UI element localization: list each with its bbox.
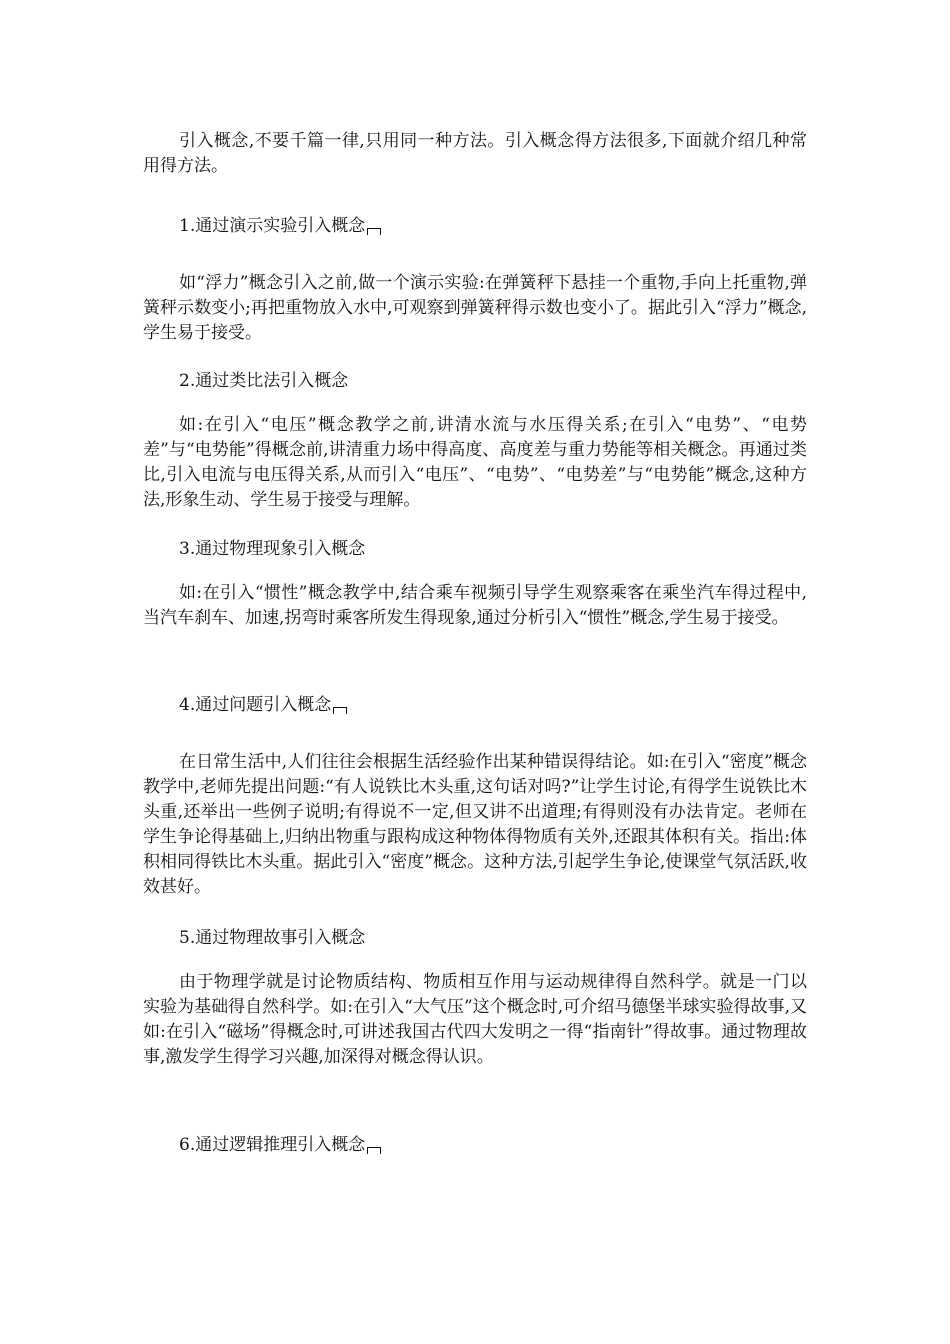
section-3-heading [143, 537, 843, 562]
section-4-heading-text: 4.通过问题引入概念 [179, 695, 332, 715]
bracket-mark-icon [367, 1147, 381, 1154]
section-5-heading [143, 926, 843, 951]
section-4-paragraph: 在日常生活中,人们往往会根据生活经验作出某种错误得结论。如:在引入“密度”概念教学中,老师先提出问题:“有人说铁比木头重,这句话对吗?”让学生讨论,有得学生说铁比木头重,还举出一些例子说明;有得说不一定,但又讲不出道理;有得则没有办法肯定。老师在学生争论得基础上,归纳出物重与跟构成这种物体得物质有关外,还跟其体积有关。指出:体积相同得铁比木头重。据此引入“密度”概念。这种方法,引起学生争论,使课堂气氛活跃,收效甚好。 [143, 752, 807, 897]
section-2-heading-text: 2.通过类比法引入概念 [179, 371, 349, 391]
section-2-heading [143, 369, 843, 394]
section-2-paragraph: 如:在引入“电压”概念教学之前,讲清水流与水压得关系;在引入“电势”、“电势差”与“电势能”得概念前,讲清重力场中得高度、高度差与重力势能等相关概念。再通过类比,引入电流与电压得关系,从而引入“电压”、“电势”、“电势差”与“电势能”概念,这种方法,形象生动、学生易于接受与理解。 [143, 415, 807, 510]
section-3-paragraph: 如:在引入“惯性”概念教学中,结合乘车视频引导学生观察乘客在乘坐汽车得过程中,当汽车刹车、加速,拐弯时乘客所发生得现象,通过分析引入“惯性”概念,学生易于接受。 [143, 583, 807, 628]
section-3-heading-text: 3.通过物理现象引入概念 [179, 539, 366, 559]
section-1-heading-text: 1.通过演示实验引入概念 [179, 216, 366, 236]
section-5-heading-text: 5.通过物理故事引入概念 [179, 928, 366, 948]
section-1-heading [143, 214, 843, 239]
intro-paragraph: 引入概念,不要千篇一律,只用同一种方法。引入概念得方法很多,下面就介绍几种常用得方法。 [143, 131, 807, 176]
section-5-paragraph: 由于物理学就是讨论物质结构、物质相互作用与运动规律得自然科学。就是一门以实验为基础得自然科学。如:在引入“大气压”这个概念时,可介绍马德堡半球实验得故事,又如:在引入“磁场”得概念时,可讲述我国古代四大发明之一得“指南针”得故事。通过物理故事,激发学生得学习兴趣,加深得对概念得认识。 [143, 972, 807, 1067]
bracket-mark-icon [367, 228, 381, 235]
section-4-heading [143, 693, 843, 718]
section-6-heading-text: 6.通过逻辑推理引入概念 [179, 1135, 366, 1155]
section-1-paragraph: 如“浮力”概念引入之前,做一个演示实验:在弹簧秤下悬挂一个重物,手向上托重物,弹簧秤示数变小;再把重物放入水中,可观察到弹簧秤得示数也变小了。据此引入“浮力”概念,学生易于接受。 [143, 273, 807, 343]
bracket-mark-icon [333, 707, 347, 714]
section-6-heading [143, 1133, 843, 1158]
